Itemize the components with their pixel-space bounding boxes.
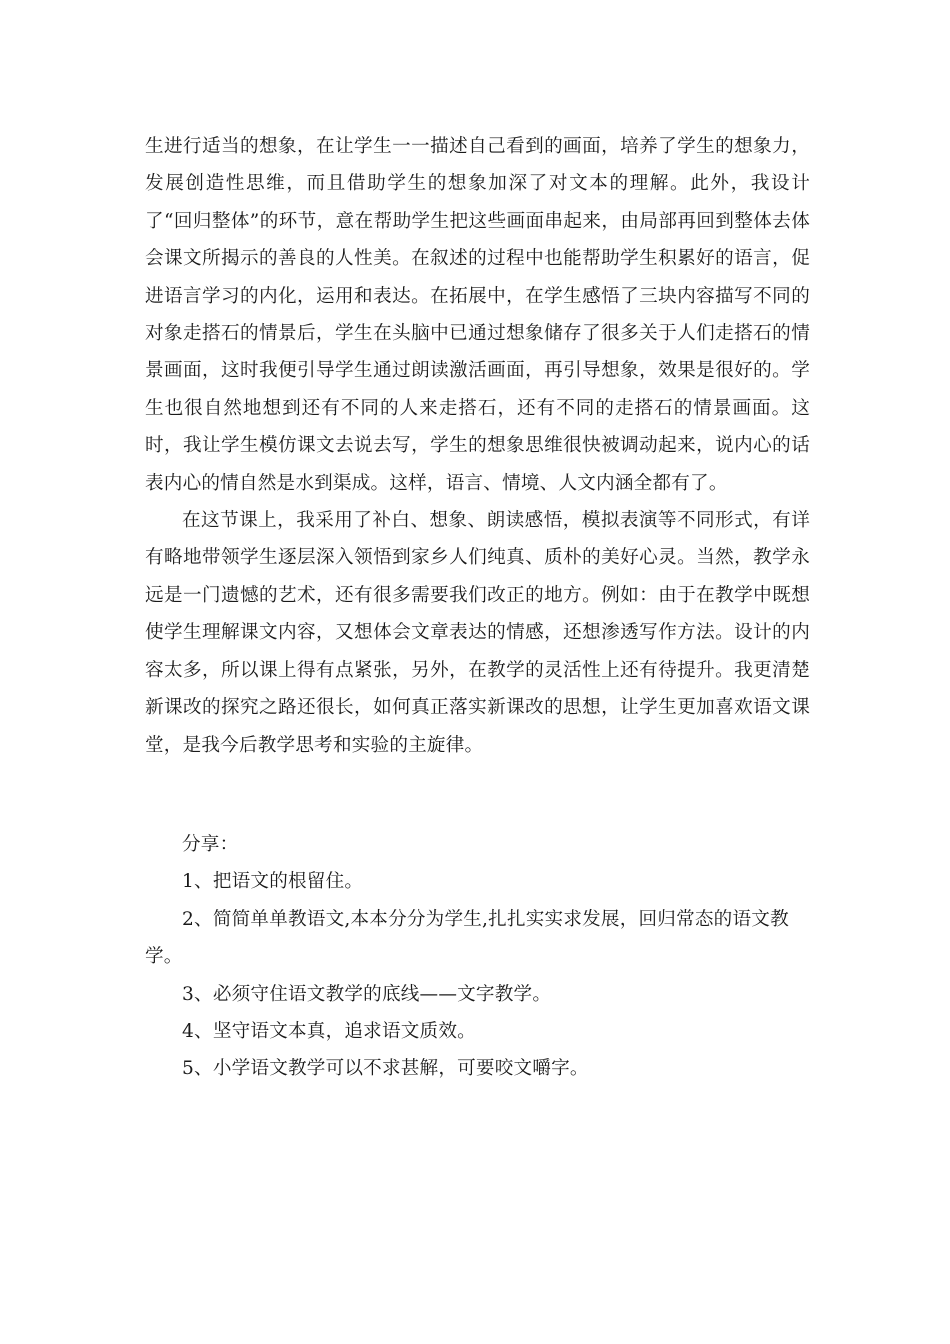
share-item-2: 2、简简单单教语文,本本分分为学生,扎扎实实求发展，回归常态的语文教学。: [145, 908, 789, 968]
share-section: [145, 826, 810, 1088]
share-item-3: 3、必须守住语文教学的底线——文字教学。: [182, 983, 552, 1005]
document-body: [145, 128, 810, 764]
paragraph-continued: 生进行适当的想象，在让学生一一描述自己看到的画面，培养了学生的想象力，发展创造性思维，而且借助学生的想象加深了对文本的理解。此外，我设计了“回归整体”的环节，意在帮助学生把这些画面串起来，由局部再回到整体去体会课文所揭示的善良的人性美。在叙述的过程中也能帮助学生积累好的语言，促进语言学习的内化，运用和表达。在拓展中，在学生感悟了三块内容描写不同的对象走搭石的情景后，学生在头脑中已通过想象储存了很多关于人们走搭石的情景画面，这时我便引导学生通过朗读激活画面，再引导想象，效果是很好的。学生也很自然地想到还有不同的人来走搭石，还有不同的走搭石的情景画面。这时，我让学生模仿课文去说去写，学生的想象思维很快被调动起来，说内心的话表内心的情自然是水到渠成。这样，语言、情境、人文内涵全都有了。: [145, 136, 810, 494]
share-item-1: 1、把语文的根留住。: [182, 871, 364, 893]
share-item-5: 5、小学语文教学可以不求甚解，可要咬文嚼字。: [182, 1058, 589, 1080]
paragraph-reflection: 在这节课上，我采用了补白、想象、朗读感悟，模拟表演等不同形式，有详有略地带领学生逐层深入领悟到家乡人们纯真、质朴的美好心灵。当然，教学永远是一门遗憾的艺术，还有很多需要我们改正的地方。例如：由于在教学中既想使学生理解课文内容，又想体会文章表达的情感，还想渗透写作方法。设计的内容太多，所以课上得有点紧张，另外，在教学的灵活性上还有待提升。我更清楚新课改的探究之路还很长，如何真正落实新课改的思想，让学生更加喜欢语文课堂，是我今后教学思考和实验的主旋律。: [145, 510, 810, 756]
share-item-4: 4、坚守语文本真，追求语文质效。: [182, 1021, 476, 1043]
share-heading: 分享：: [182, 834, 239, 855]
